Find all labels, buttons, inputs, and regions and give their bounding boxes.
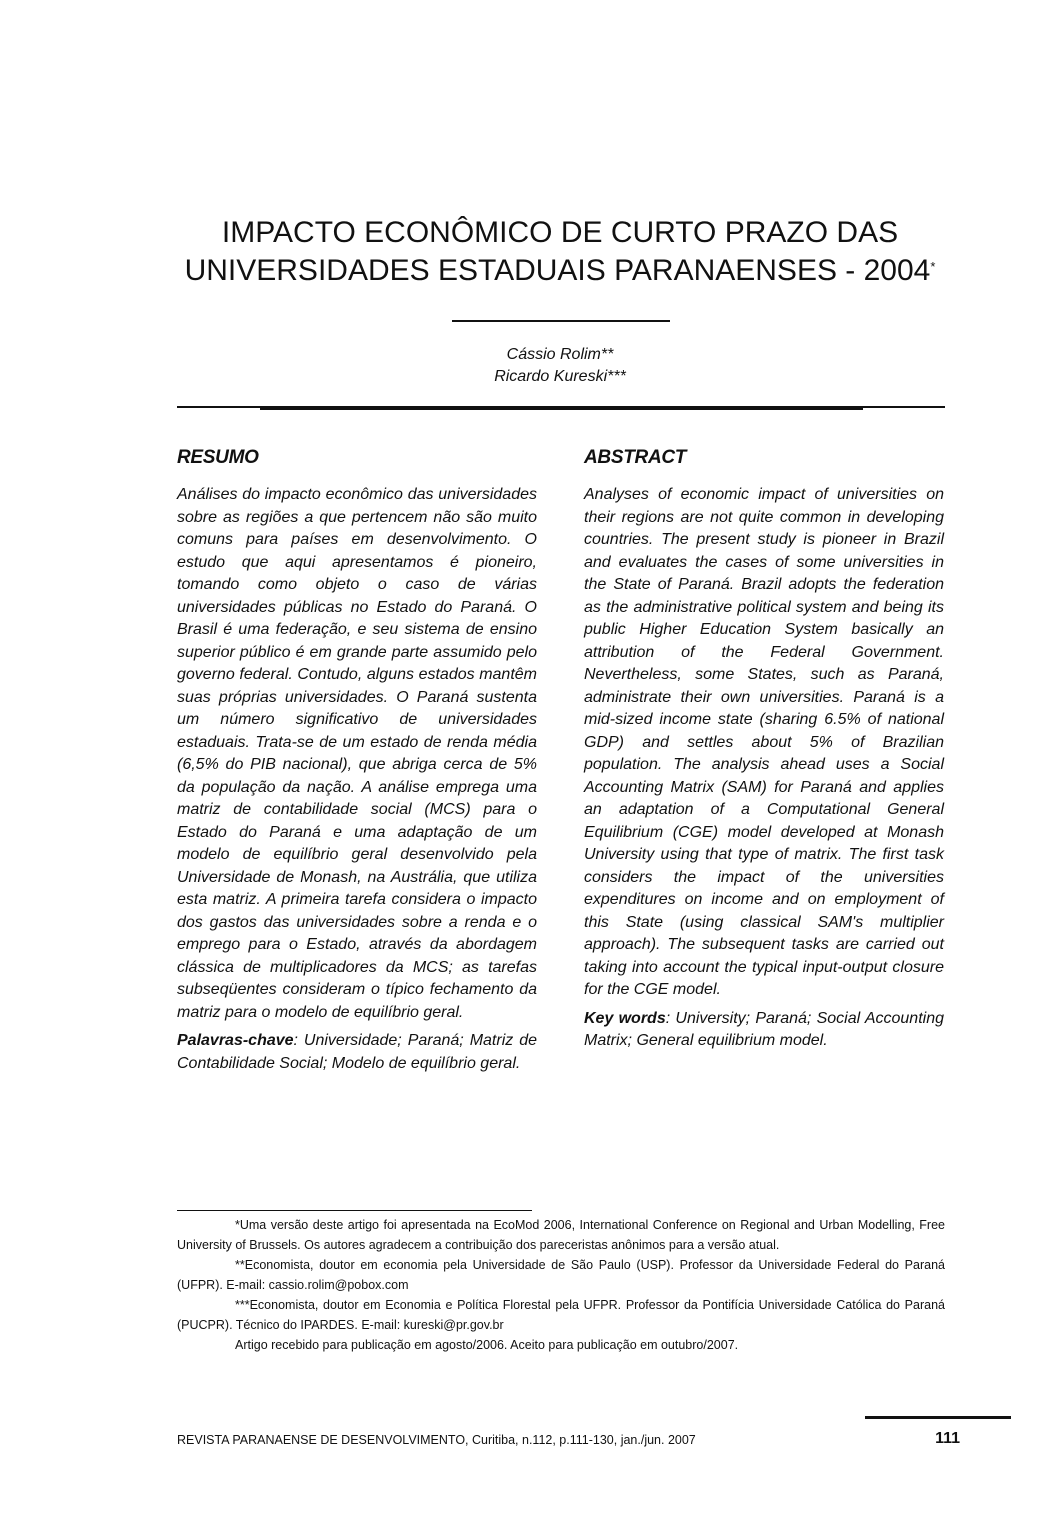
resumo-body: Análises do impacto econômico das universidades sobre as regiões a que pertencem não são muito comuns para países em desenvolvimento. O estudo que aqui apresentamos é pioneiro, tomando como objeto o caso de várias universidades públicas no Estado do Paraná. O Brasil é uma federação, e seu sistema de ensino superior público é em grande parte assumido pelo governo federal. Contudo, alguns estados mantêm suas próprias universidades. O Paraná sustenta um número significativo de universidades estaduais. Trata-se de um estado de renda média (6,5% do PIB nacional), que abriga cerca de 5% da população da nação. A análise emprega uma matriz de contabilidade social (MCS) para o Estado do Paraná e uma adaptação de um modelo de equilíbrio geral desenvolvido pela Universidade de Monash, na Austrália, que utiliza esta matriz. A primeira tarefa considera o impacto dos gastos das universidades sobre a renda e o emprego para o Estado, através da abordagem clássica de multiplicadores da MCS; as tarefas subseqüentes consideram o típico fechamento da matriz para o modelo de equilíbrio geral. (177, 486, 537, 1021)
footnote-divider (177, 1210, 532, 1211)
abstract-section (584, 446, 944, 1053)
article-title (160, 214, 960, 290)
resumo-keywords-label: Palavras-chave (177, 1032, 294, 1049)
resumo-heading: RESUMO (177, 447, 259, 468)
footnote-1: *Uma versão deste artigo foi apresentada na EcoMod 2006, International Conference on Regional and Urban Modelling, Free University of Brussels. Os autores agradecem a contribuição dos pareceristas anônimos para a versão atual. (177, 1218, 945, 1252)
journal-citation: REVISTA PARANAENSE DE DESENVOLVIMENTO, Curitiba, n.112, p.111-130, jan./jun. 2007 (177, 1433, 696, 1447)
abstract-body: Analyses of economic impact of universities on their regions are not quite common in developing countries. The present study is pioneer in Brazil and evaluates the cases of some universities in the State of Paraná. Brazil adopts the federation as the administrative political system and being its public Higher Education System basically an attribution of the Federal Government. Nevertheless, some States, such as Paraná, administrate their own universities. Paraná is a mid-sized income state (sharing 6.5% of national GDP) and settles about 5% of Brazilian population. The analysis ahead uses a Social Accounting Matrix (SAM) for Paraná and applies an adaptation of a Computational General Equilibrium (CGE) model developed at Monash University using that type of matrix. The first task considers the impact of the universities expenditures on income and on employment of this State (using classical SAM's multiplier approach). The subsequent tasks are carried out taking into account the typical input-output closure for the CGE model. (584, 486, 944, 998)
footnote-4: Artigo recebido para publicação em agosto/2006. Aceito para publicação em outubro/2007. (235, 1338, 739, 1352)
footer-divider (865, 1416, 1011, 1419)
title-line-2: UNIVERSIDADES ESTADUAIS PARANAENSES - 2004 (184, 254, 931, 287)
abstract-keywords-text: : University; Paraná; Social Accounting Matrix; General equilibrium model. (584, 1009, 944, 1049)
footnote-2: **Economista, doutor em economia pela Universidade de São Paulo (USP). Professor da Universidade Federal do Paraná (UFPR). E-mail: cassio.rolim@pobox.com (177, 1258, 945, 1292)
resumo-section (177, 446, 537, 1075)
author-list (360, 344, 760, 388)
header-divider-thick (260, 406, 863, 410)
author-1: Cássio Rolim** (506, 346, 614, 363)
abstract-keywords-label: Key words (584, 1009, 666, 1027)
title-divider (452, 320, 670, 322)
footnotes (177, 1216, 945, 1357)
resumo-keywords-text: : Universidade; Paraná; Matriz de Contabilidade Social; Modelo de equilíbrio geral. (177, 1032, 537, 1072)
abstract-heading: ABSTRACT (584, 447, 687, 468)
abstract-keywords (584, 1008, 944, 1053)
title-line-1: IMPACTO ECONÔMICO DE CURTO PRAZO DAS (221, 216, 899, 249)
page-number: 111 (935, 1430, 960, 1447)
footnote-3: ***Economista, doutor em Economia e Política Florestal pela UFPR. Professor da Pontifícia Universidade Católica do Paraná (PUCPR). Técnico do IPARDES. E-mail: kureski@pr.gov.br (177, 1298, 945, 1332)
title-footnote-marker: * (930, 259, 936, 274)
author-2: Ricardo Kureski*** (494, 368, 626, 385)
resumo-keywords (177, 1030, 537, 1075)
